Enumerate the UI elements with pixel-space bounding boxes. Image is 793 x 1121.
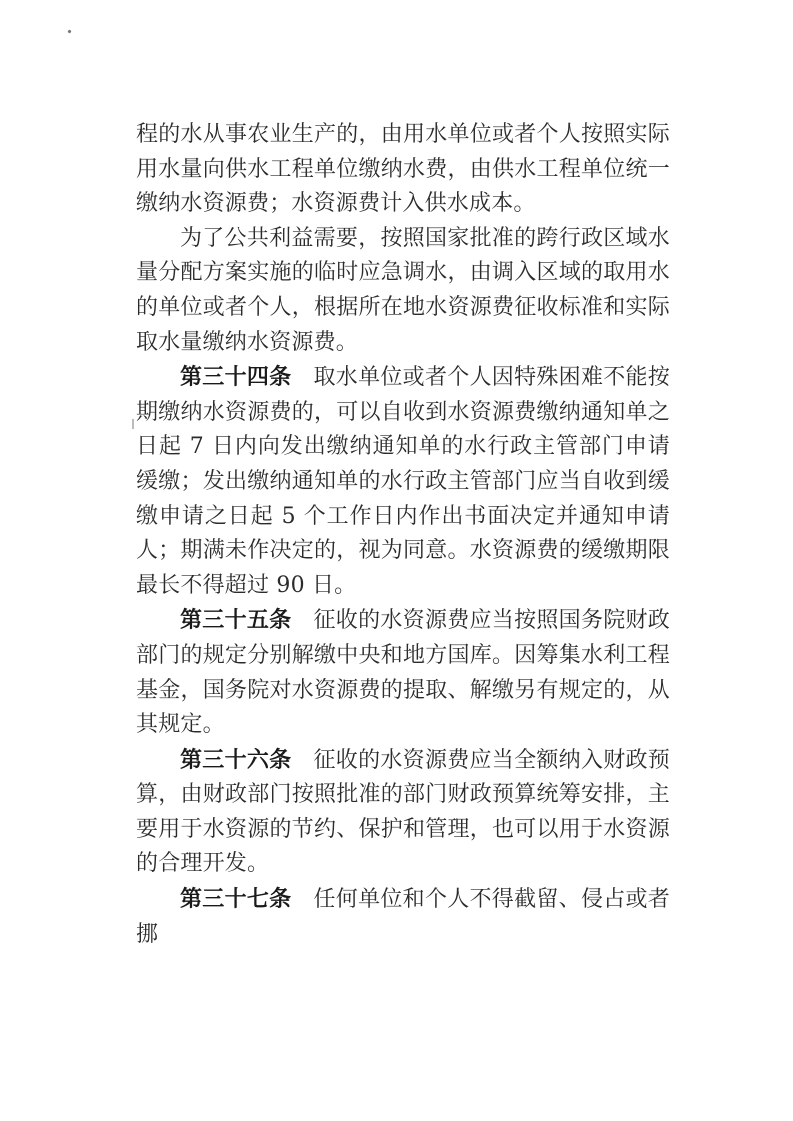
paragraph-emergency-transfer [136,222,670,360]
paragraph-continuation [136,118,670,222]
paragraph-text: 为了公共利益需要，按照国家批准的跨行政区域水量分配方案实施的临时应急调水，由调入区域的取用水的单位或者个人，根据所在地水资源费征收标准和实际取水量缴纳水资源费。 [136,225,670,355]
article-title: 第三十六条 [180,746,292,773]
document-body [136,118,670,952]
article-36 [136,743,670,882]
article-title: 第三十五条 [180,607,292,634]
article-35 [136,603,670,742]
paragraph-text: 程的水从事农业生产的，由用水单位或者个人按照实际用水量向供水工程单位缴纳水费，由供水工程单位统一缴纳水资源费；水资源费计入供水成本。 [136,122,670,217]
article-text: 取水单位或者个人因特殊困难不能按期缴纳水资源费的，可以自收到水资源费缴纳通知单之日起 7 日内向发出缴纳通知单的水行政主管部门申请缓缴；发出缴纳通知单的水行政主管部门应当自收到缓缴申请之日起 5 个工作日内作出书面决定并通知申请人；期满未作决定的，视为同意。水资源费的缓缴期限最长不得超过 90 日。 [136,365,670,598]
article-text: 征收的水资源费应当全额纳入财政预算，由财政部门按照批准的部门财政预算统筹安排，主要用于水资源的节约、保护和管理，也可以用于水资源的合理开发。 [136,747,670,877]
article-34 [136,360,670,603]
scan-artifact-mark [67,29,71,33]
article-text: 征收的水资源费应当按照国务院财政部门的规定分别解缴中央和地方国库。因筹集水利工程基金，国务院对水资源费的提取、解缴另有规定的，从其规定。 [136,608,670,738]
article-text: 任何单位和个人不得截留、侵占或者挪 [136,887,670,947]
article-37 [136,882,670,952]
scan-artifact-dot [132,419,134,429]
article-title: 第三十四条 [180,364,292,391]
article-title: 第三十七条 [180,886,292,913]
